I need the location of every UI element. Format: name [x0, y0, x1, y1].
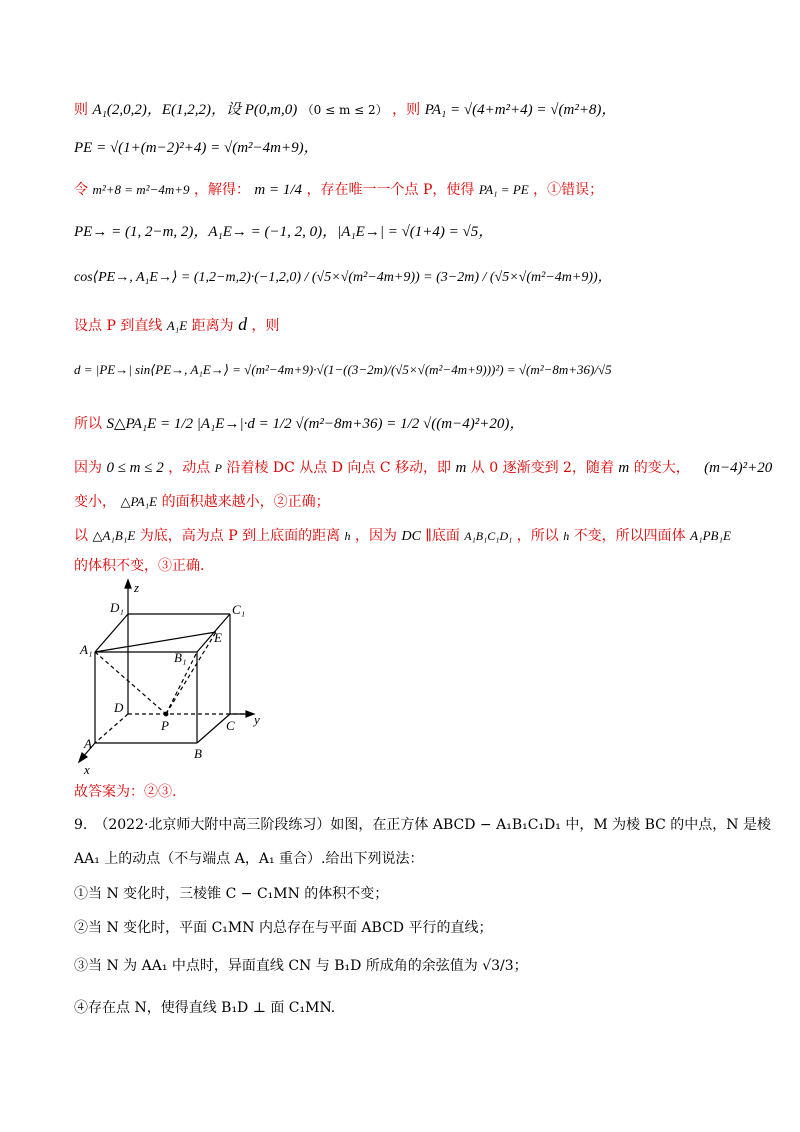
- text-along-dc: 沿着棱 DC 从点 D 向点 C 移动，即: [226, 460, 452, 476]
- label-p: P: [161, 718, 169, 733]
- face-a1b1c1d1: A₁B₁C₁D₁: [464, 529, 513, 543]
- range-m-2: 0 ≤ m ≤ 2: [106, 460, 164, 476]
- vector-a1e: A₁E: [166, 318, 188, 333]
- text-height: 为底，高为点 P 到上底面的距离: [139, 528, 341, 544]
- solution-line-10: [74, 492, 330, 512]
- equation-set: m²+8 = m²−4m+9: [92, 182, 190, 197]
- label-a1: A₁: [80, 642, 93, 657]
- text-let: 令: [74, 182, 88, 198]
- text-so2: ，所以: [516, 528, 559, 544]
- variable-d: d: [238, 314, 248, 334]
- expression-m4: (m−4)²+20: [704, 460, 773, 476]
- text-distance-intro: 设点 P 到直线: [74, 318, 163, 334]
- label-z: z: [134, 580, 140, 595]
- text-parallel-face: ∥底面: [425, 528, 460, 544]
- z-arrow-icon: [125, 580, 131, 588]
- text-constant-tetra: 不变，所以四面体: [573, 528, 686, 544]
- text-unique: ，存在唯一一个点 P，使得: [306, 182, 475, 198]
- answer-line: 故答案为：②③.: [74, 784, 177, 800]
- problem9-item-2: ②当 N 变化时，平面 C₁MN 内总存在与平面 ABCD 平行的直线；: [74, 920, 493, 936]
- solution-line-8: [74, 414, 524, 434]
- text-statement1-wrong: ，①错误；: [533, 182, 604, 198]
- text-then: 则: [74, 102, 88, 118]
- problem9-intro: 9. （2022·北京师大附中高三阶段练习）如图，在正方体 ABCD − A₁B₁C₁D₁ 中，M 为棱 BC 的中点，N 是棱: [74, 817, 771, 833]
- text-increases: 的变大，: [633, 460, 690, 476]
- text-then2: ，则: [392, 102, 421, 118]
- label-d: D: [114, 700, 124, 715]
- edge-da-hidden: [95, 714, 128, 743]
- solution-line-2: PE = √(1+(m−2)²+4) = √(m²−4m+9)，: [74, 140, 319, 156]
- solution-line-4: PE→ = (1, 2−m, 2)，A₁E→ = (−1, 2, 0)，|A₁E→| = √(1+4) = √5，: [74, 224, 494, 240]
- text-moving-point: ，动点: [168, 460, 211, 476]
- label-e: E: [214, 630, 222, 645]
- variable-h: h: [344, 529, 351, 543]
- text-because: 因为: [74, 460, 102, 476]
- equation-pa1-pe: PA₁ = PE: [478, 182, 529, 197]
- point-p-dot: [164, 712, 168, 716]
- problem9-item-4: ④存在点 N，使得直线 B₁D ⊥ 面 C₁MN.: [74, 1000, 336, 1016]
- text-then3: ，则: [251, 318, 280, 334]
- segment-pe: [166, 632, 216, 714]
- text-decreases: 变小，: [74, 494, 116, 510]
- segment-a1e: [95, 632, 216, 652]
- formula-pa1: PA₁ = √(4+m²+4) = √(m²+8)，: [424, 102, 617, 118]
- text-solve: ，解得：: [193, 182, 250, 198]
- label-c: C: [226, 718, 235, 733]
- segment-a1p: [95, 652, 166, 714]
- problem9-item-3: ③当 N 为 AA₁ 中点时，异面直线 CN 与 B₁D 所成角的余弦值为 √3/3；: [74, 958, 528, 974]
- text-from-0-to-2: 从 0 逐渐变到 2，随着: [470, 460, 614, 476]
- range-m: （0 ≤ m ≤ 2）: [301, 103, 388, 117]
- label-y: y: [254, 712, 260, 727]
- edge-d1a1: [95, 614, 128, 652]
- variable-m-2: m: [618, 460, 630, 476]
- point-p: P: [214, 461, 223, 475]
- m-value: m = 1/4: [254, 182, 303, 198]
- solution-line-9: [74, 458, 772, 478]
- label-b: B: [194, 746, 202, 761]
- text-distance: 距离为: [191, 318, 234, 334]
- problem9-intro2: AA₁ 上的动点（不与端点 A，A₁ 重合）.给出下列说法：: [74, 851, 424, 867]
- text-with: 以: [74, 528, 88, 544]
- triangle-a1b1e: △A₁B₁E: [92, 528, 136, 543]
- label-c1: C₁: [232, 602, 246, 617]
- variable-h-2: h: [563, 529, 570, 543]
- label-a: A: [84, 736, 92, 751]
- solution-line-6: [74, 314, 280, 336]
- solution-line-1: [74, 100, 616, 120]
- variable-m: m: [455, 460, 467, 476]
- solution-line-12: 的体积不变，③正确.: [74, 558, 205, 574]
- solution-line-3: [74, 180, 603, 200]
- text-so: 所以: [74, 416, 102, 432]
- solution-line-7: d = |PE→| sin⟨PE→, A₁E→⟩ = √(m²−4m+9)·√(1−((3−2m)/(√5×√(m²−4m+9)))²) = √(m²−8m+36)/√5: [74, 362, 612, 377]
- tetrahedron-a1pb1e: A₁PB₁E: [690, 528, 731, 543]
- problem9-item-1: ①当 N 变化时，三棱锥 C − C₁MN 的体积不变；: [74, 886, 389, 902]
- solution-line-11: [74, 526, 731, 547]
- solution-line-5: cos⟨PE→, A₁E→⟩ = (1,2−m,2)·(−1,2,0) / (√5×√(m²−4m+9)) = (3−2m) / (√5×√(m²−4m+9))，: [74, 270, 612, 285]
- text-because2: ，因为: [355, 528, 397, 544]
- text-statement2-correct: 的面积越来越小，②正确；: [161, 494, 330, 510]
- label-d1: D₁: [110, 600, 124, 615]
- edge-dc: DC: [401, 529, 421, 544]
- y-arrow-icon: [246, 711, 254, 717]
- cube-figure: [78, 578, 278, 778]
- area-formula: S△PA₁E = 1/2 |A₁E→|·d = 1/2 √(m²−8m+36) = 1/2 √((m−4)²+20)，: [106, 416, 525, 432]
- triangle-pa1e: △PA₁E: [120, 494, 158, 509]
- label-b1: B₁: [174, 650, 187, 665]
- coords-a1-e-p: A₁(2,0,2)，E(1,2,2)，设 P(0,m,0): [92, 102, 298, 118]
- label-x: x: [84, 762, 90, 777]
